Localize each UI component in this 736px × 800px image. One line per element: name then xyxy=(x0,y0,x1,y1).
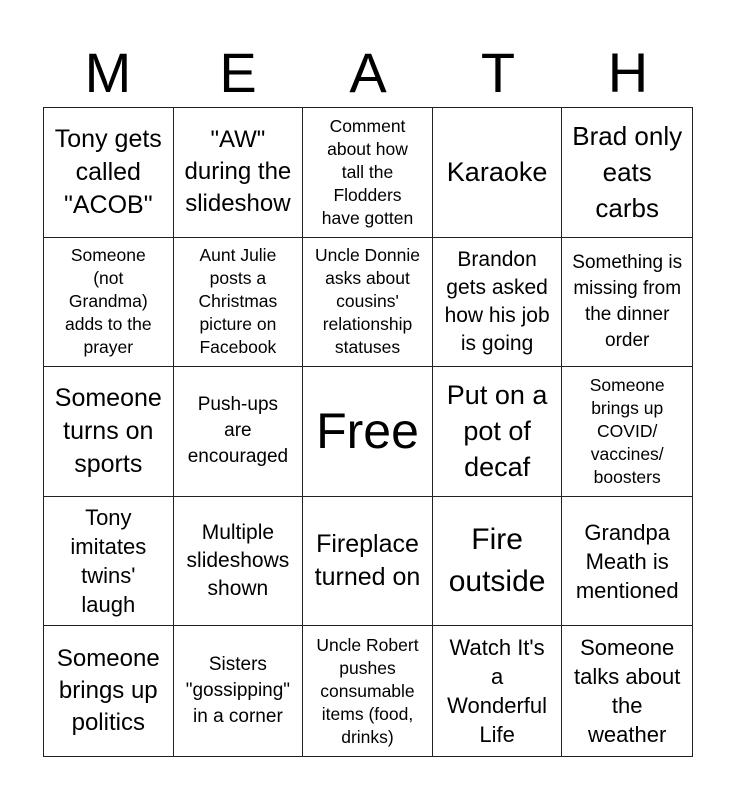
header-letter-a: A xyxy=(349,41,387,104)
bingo-cell[interactable]: Fireplace turned on xyxy=(303,497,433,627)
bingo-header xyxy=(43,40,693,106)
bingo-cell[interactable]: Brandon gets asked how his job is going xyxy=(433,238,563,368)
bingo-cell[interactable]: Fire outside xyxy=(433,497,563,627)
bingo-cell[interactable]: Karaoke xyxy=(433,108,563,238)
bingo-cell[interactable]: Brad only eats carbs xyxy=(562,108,692,238)
bingo-cell[interactable]: Someone brings up politics xyxy=(44,626,174,756)
header-letter-m: M xyxy=(84,41,132,104)
bingo-cell[interactable]: Tony gets called "ACOB" xyxy=(44,108,174,238)
header-letter-t: T xyxy=(480,41,516,104)
bingo-cell[interactable]: Grandpa Meath is mentioned xyxy=(562,497,692,627)
bingo-cell[interactable]: Put on a pot of decaf xyxy=(433,367,563,497)
bingo-cell[interactable]: Someone talks about the weather xyxy=(573,635,681,748)
bingo-cell[interactable]: Multiple slideshows shown xyxy=(174,497,304,627)
bingo-cell[interactable]: Someone brings up COVID/ vaccines/ boosters xyxy=(562,367,692,497)
bingo-cell[interactable]: "AW" during the slideshow xyxy=(174,108,304,238)
bingo-cell[interactable]: Aunt Julie posts a Christmas picture on Facebook xyxy=(174,238,304,368)
bingo-cell[interactable]: Uncle Robert pushes consumable items (food, drinks) xyxy=(303,626,433,756)
bingo-cell[interactable]: Something is missing from the dinner order xyxy=(562,238,692,368)
bingo-cell-free[interactable]: Free xyxy=(303,367,433,497)
bingo-grid xyxy=(43,107,693,757)
header-letter-h: H xyxy=(607,41,649,104)
bingo-cell[interactable]: Sisters "gossipping" in a corner xyxy=(174,626,304,756)
bingo-cell[interactable]: Someone turns on sports xyxy=(44,367,174,497)
bingo-cell[interactable]: Push-ups are encouraged xyxy=(174,367,304,497)
bingo-cell[interactable]: Uncle Donnie asks about cousins' relationship statuses xyxy=(303,238,433,368)
bingo-cell[interactable]: Someone (not Grandma) adds to the prayer xyxy=(44,238,174,368)
bingo-cell[interactable]: Comment about how tall the Flodders have gotten xyxy=(303,108,433,238)
header-letter-e: E xyxy=(219,41,257,104)
bingo-cell[interactable]: Tony imitates twins' laugh xyxy=(44,497,174,627)
bingo-cell[interactable]: Watch It's a Wonderful Life xyxy=(433,626,563,756)
